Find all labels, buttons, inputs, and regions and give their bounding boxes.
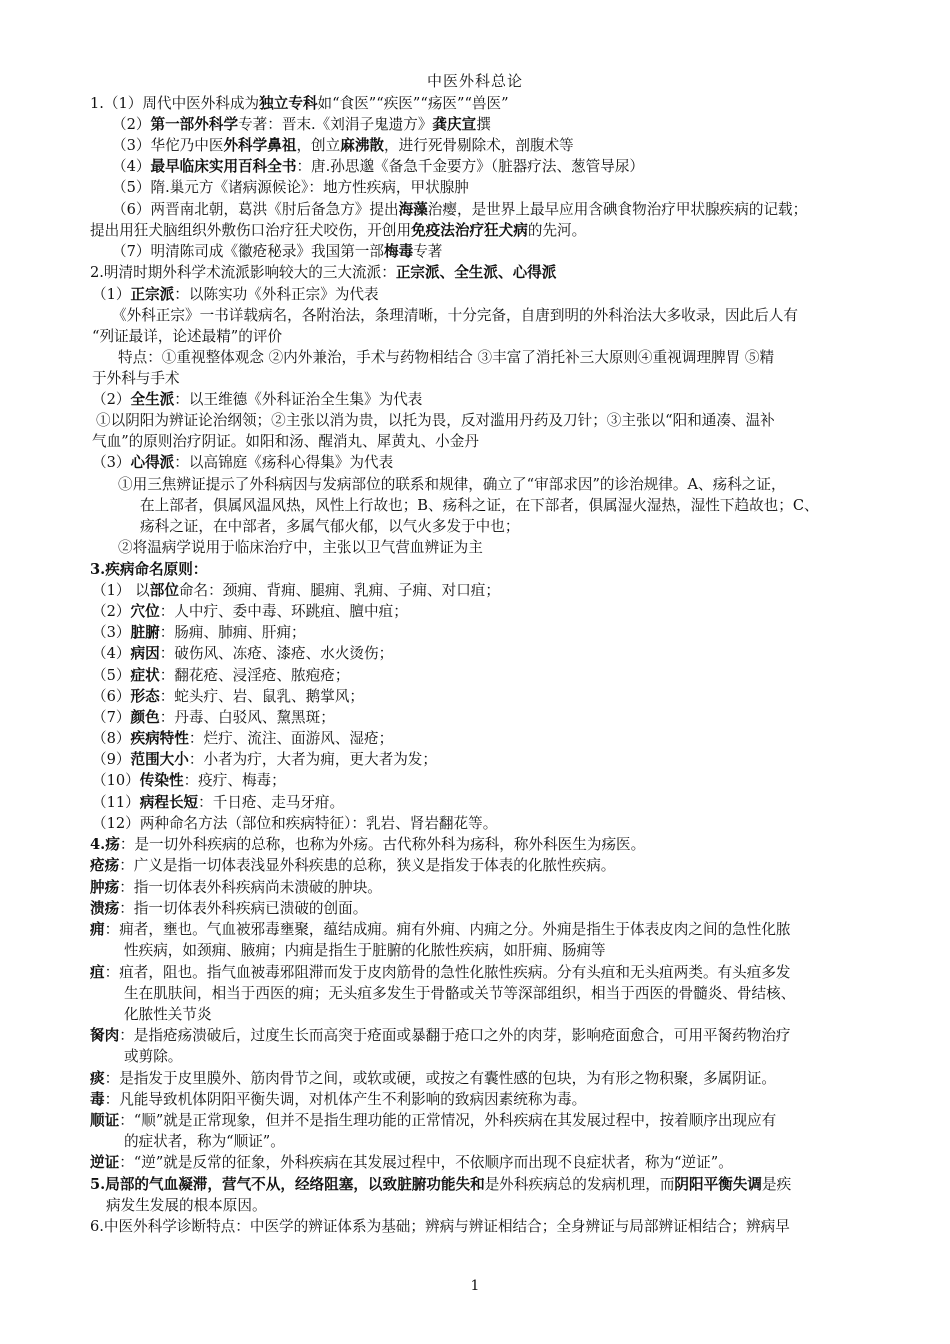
bold-term: 全生派	[130, 391, 175, 408]
text-line	[90, 1069, 776, 1089]
page-number: 1	[470, 1278, 480, 1294]
text-span: 提出用狂犬脑组织外敷伤口治疗狂犬咬伤，开创用	[90, 222, 412, 239]
bold-term: 痰	[90, 1070, 105, 1087]
text-span: ，创立	[296, 137, 341, 154]
text-line	[96, 411, 775, 431]
bold-term: 部位	[149, 582, 179, 599]
bold-term: 溃疡	[90, 900, 120, 917]
text-line	[92, 814, 497, 834]
text-line	[112, 242, 442, 262]
text-span: ：“逆”就是反常的征象，外科疾病在其发展过程中，不依顺序而出现不良症状者，称为“逆证”。	[119, 1154, 733, 1171]
text-span: 在上部者，俱属风温风热，风性上行故也；B、疡科之证，在下部者，俱属湿火湿热，湿性下趋故也；C、	[140, 497, 819, 514]
bold-term: 逆证	[90, 1154, 120, 1171]
text-span: ：指一切体表外科疾病尚未溃破的肿块。	[119, 879, 382, 896]
text-span: ：疽者，阻也。指气血被毒邪阻滞而发于皮肉筋骨的急性化脓性疾病。分有头疽和无头疽两类。有头疽多发	[104, 964, 791, 981]
text-span: 特点：①重视整体观念 ②内外兼治，手术与药物相结合 ③丰富了消托补三大原则④重视调理脾胃 ⑤精	[118, 349, 775, 366]
text-line	[90, 963, 791, 983]
text-span: 治瘿，是世界上最早应用含碘食物治疗甲状腺疾病的记载；	[427, 201, 808, 218]
text-span: 专著	[413, 243, 443, 260]
text-span: （6）两晋南北朝，葛洪《肘后备急方》提出	[112, 201, 399, 218]
text-span: ：肠痈、肺痈、肝痈；	[159, 624, 306, 641]
bold-term: 阴阳平衡失调	[674, 1176, 762, 1193]
bold-term: 形态	[130, 688, 160, 705]
text-span: ：以陈实功《外科正宗》为代表	[174, 286, 379, 303]
text-span: 是外科疾病总的发病机理，而	[484, 1176, 675, 1193]
text-span: ：唐.孙思邈《备急千金要方》（脏器疗法、葱管导尿）	[296, 158, 645, 175]
bold-term: 颜色	[130, 709, 160, 726]
text-line	[90, 920, 791, 940]
text-span: ：凡能导致机体阴阳平衡失调，对机体产生不利影响的致病因素统称为毒。	[104, 1091, 587, 1108]
text-span: 如“食医”“疾医”“疡医”“兽医”	[317, 95, 509, 112]
bold-term: 疽	[90, 964, 105, 981]
text-span: （12）两种命名方法（部位和疾病特征）：乳岩、肾岩翻花等。	[92, 815, 498, 832]
text-span: 撰	[476, 116, 491, 133]
text-span: ：“顺”就是正常现象，但并不是指生理功能的正常情况，外科疾病在其发展过程中，按着顺序出现应有	[119, 1112, 777, 1129]
text-span: （3）	[92, 454, 131, 471]
text-span: ：指一切体表外科疾病已溃破的创面。	[119, 900, 368, 917]
text-span: ：破伤风、冻疮、漆疮、水火烫伤；	[159, 645, 394, 662]
text-span: （2）	[92, 603, 131, 620]
text-line	[140, 496, 819, 516]
bold-term: 免疫法治疗狂犬病	[411, 222, 528, 239]
text-line	[90, 835, 645, 855]
text-span: （7）明清陈司成《徽疮秘录》我国第一部	[112, 243, 384, 260]
text-line	[90, 1217, 790, 1237]
text-line	[92, 602, 408, 622]
text-span: （8）	[92, 730, 131, 747]
text-span: ：是指疮疡溃破后，过度生长而高突于疮面或暴翻于疮口之外的肉芽，影响疮面愈合，可用平胬药物治疗	[119, 1027, 791, 1044]
bold-term: 脏腑	[130, 624, 160, 641]
text-span: ：是指发于皮里膜外、筋肉骨节之间，或软或硬，或按之有囊性感的包块，为有形之物积聚，多属阴证。	[104, 1070, 776, 1087]
text-span: ：丹毒、白驳风、黧黑斑；	[159, 709, 335, 726]
bold-term: 梅毒	[383, 243, 414, 260]
text-line	[112, 136, 574, 156]
text-line	[90, 856, 615, 876]
bold-term: 5.局部的气血凝滞，营气不从，经络阻塞，以致脏腑功能失和	[90, 1176, 485, 1193]
text-span: 生在肌肤间，相当于西医的痈；无头疽多发生于骨骼或关节等深部组织，相当于西医的骨髓炎、骨结核、	[124, 985, 796, 1002]
bold-term: 顺证	[90, 1112, 120, 1129]
text-span: 的先河。	[527, 222, 587, 239]
text-line	[112, 115, 491, 135]
text-span: ：是一切外科疾病的总称，也称为外疡。古代称外科为疡科，称外科医生为疡医。	[119, 836, 646, 853]
text-span: （1） 以	[92, 582, 150, 599]
text-span: 1.（1）周代中医外科成为	[90, 95, 260, 112]
text-span: （7）	[92, 709, 131, 726]
text-line	[90, 221, 586, 241]
text-line	[92, 369, 180, 389]
text-span: ：烂疔、流注、面游风、湿疮；	[188, 730, 394, 747]
text-span: （4）	[92, 645, 131, 662]
text-line	[118, 538, 483, 558]
text-span: （1）	[92, 286, 131, 303]
bold-term: 穴位	[130, 603, 160, 620]
text-line	[92, 729, 393, 749]
document-title: 中医外科总论	[426, 72, 523, 90]
text-line	[92, 581, 500, 601]
text-line	[90, 263, 556, 283]
text-line	[124, 941, 606, 961]
text-line	[118, 348, 774, 368]
text-span: （2）	[112, 116, 151, 133]
text-line	[92, 687, 364, 707]
bold-term: 最早临床实用百科全书	[150, 158, 297, 175]
text-span: ，进行死骨剔除术，剖腹术等	[384, 137, 574, 154]
text-line	[124, 984, 795, 1004]
text-line	[140, 517, 519, 537]
text-span: （3）	[92, 624, 131, 641]
text-span: （3）华佗乃中医	[112, 137, 224, 154]
text-span: 是疾	[762, 1176, 792, 1193]
text-line	[92, 285, 379, 305]
text-line	[90, 1090, 586, 1110]
text-span: （5）隋.巢元方《诸病源候论》：地方性疾病，甲状腺肿	[112, 179, 469, 196]
bold-term: 病程长短	[139, 794, 199, 811]
text-span: ：以高锦庭《疡科心得集》为代表	[174, 454, 394, 471]
bold-term: 独立专科	[259, 95, 318, 112]
text-line	[112, 306, 798, 326]
text-line	[90, 899, 367, 919]
bold-term: 龚庆宣	[432, 116, 477, 133]
text-span: （2）	[92, 391, 131, 408]
text-line	[92, 708, 335, 728]
text-span: （11）	[92, 794, 140, 811]
text-line	[90, 1175, 791, 1195]
bold-term: 疮疡	[90, 857, 120, 874]
text-line	[92, 750, 437, 770]
text-span: 或剪除。	[124, 1048, 183, 1065]
text-line	[112, 178, 469, 198]
bold-term: 外科学鼻祖	[223, 137, 297, 154]
text-span: （10）	[92, 772, 140, 789]
text-span: 疡科之证，在中部者，多属气郁火郁，以气火多发于中也；	[140, 518, 520, 535]
bold-term: 海藻	[398, 201, 428, 218]
bold-term: 病因	[130, 645, 160, 662]
text-span: “列证最详，论述最精”的评价	[92, 328, 283, 345]
text-span: ：千日疮、走马牙疳。	[198, 794, 345, 811]
bold-term: 毒	[90, 1091, 105, 1108]
text-line	[90, 560, 207, 580]
text-line	[92, 453, 393, 473]
bold-term: 传染性	[139, 772, 184, 789]
text-line	[112, 200, 807, 220]
text-span: 于外科与手术	[92, 370, 180, 387]
text-span: （5）	[92, 667, 131, 684]
text-line	[92, 623, 306, 643]
bold-term: 症状	[130, 667, 160, 684]
text-line	[90, 94, 509, 114]
text-span: ：翻花疮、浸淫疮、脓疱疮；	[159, 667, 350, 684]
text-span: 气血”的原则治疗阴证。如阳和汤、醒消丸、犀黄丸、小金丹	[92, 433, 479, 450]
text-span: 命名：颈痈、背痈、腿痈、乳痈、子痈、对口疽；	[178, 582, 500, 599]
text-span: ：人中疔、委中毒、环跳疽、膻中疽；	[159, 603, 408, 620]
text-line	[118, 475, 786, 495]
text-line	[124, 1047, 182, 1067]
text-line	[92, 793, 344, 813]
text-span: （6）	[92, 688, 131, 705]
text-line	[92, 666, 349, 686]
text-span: ：以王维德《外科证治全生集》为代表	[174, 391, 423, 408]
bold-term: 肿疡	[90, 879, 120, 896]
text-line	[92, 771, 286, 791]
text-span: 化脓性关节炎	[124, 1006, 212, 1023]
bold-term: 正宗派	[130, 286, 175, 303]
text-line	[106, 1196, 267, 1216]
bold-term: 胬肉	[90, 1027, 120, 1044]
text-line	[90, 1111, 776, 1131]
text-line	[112, 157, 644, 177]
bold-term: 3.疾病命名原则：	[90, 561, 208, 578]
text-span: 的症状者，称为“顺证”。	[124, 1133, 285, 1150]
text-span: ：广义是指一切体表浅显外科疾患的总称，狭义是指发于体表的化脓性疾病。	[119, 857, 616, 874]
text-line	[124, 1005, 212, 1025]
bold-term: 心得派	[130, 454, 175, 471]
bold-term: 第一部外科学	[150, 116, 239, 133]
text-span: ：蛇头疔、岩、鼠乳、鹅掌风；	[159, 688, 365, 705]
text-line	[92, 390, 422, 410]
bold-term: 正宗派、全生派、心得派	[395, 264, 557, 281]
text-line	[124, 1132, 285, 1152]
bold-term: 痈	[90, 921, 105, 938]
text-span: ①用三焦辨证提示了外科病因与发病部位的联系和规律，确立了“审部求因”的诊治规律。A、疡科之证，	[118, 476, 786, 493]
text-span: 性疾病，如颈痈、腋痈；内痈是指生于脏腑的化脓性疾病，如肝痈、肠痈等	[124, 942, 606, 959]
text-span: （9）	[92, 751, 131, 768]
text-line	[90, 1153, 733, 1173]
text-span: ①以阴阳为辨证论治纲领；②主张以消为贵，以托为畏，反对滥用丹药及刀针；③主张以“阳和通凑、温补	[96, 412, 775, 429]
text-line	[92, 432, 479, 452]
text-span: 病发生发展的根本原因。	[106, 1197, 267, 1214]
text-span: 《外科正宗》一书详载病名，各附治法，条理清晰，十分完备，自唐到明的外科治法大多收录，因此后人有	[112, 307, 798, 324]
text-span: ：痈者，壅也。气血被邪毒壅聚，蕴结成痈。痈有外痈、内痈之分。外痈是指生于体表皮肉之间的急性化脓	[104, 921, 791, 938]
text-span: ：小者为疔，大者为痈，更大者为发；	[188, 751, 437, 768]
bold-term: 范围大小	[130, 751, 189, 768]
text-span: （4）	[112, 158, 151, 175]
bold-term: 疾病特性	[130, 730, 189, 747]
text-span: ：疫疔、梅毒；	[183, 772, 286, 789]
text-line	[92, 327, 282, 347]
bold-term: 麻沸散	[340, 137, 385, 154]
text-span: 6.中医外科学诊断特点：中医学的辨证体系为基础；辨病与辨证相结合；全身辨证与局部辨证相结合；辨病早	[90, 1218, 790, 1235]
text-span: 2.明清时期外科学术流派影响较大的三大流派：	[90, 264, 396, 281]
text-line	[92, 644, 393, 664]
text-span: ②将温病学说用于临床治疗中，主张以卫气营血辨证为主	[118, 539, 483, 556]
text-span: 专著：晋末.《刘涓子鬼遗方》	[238, 116, 433, 133]
bold-term: 4.疡	[90, 836, 120, 853]
text-line	[90, 878, 382, 898]
text-line	[90, 1026, 791, 1046]
